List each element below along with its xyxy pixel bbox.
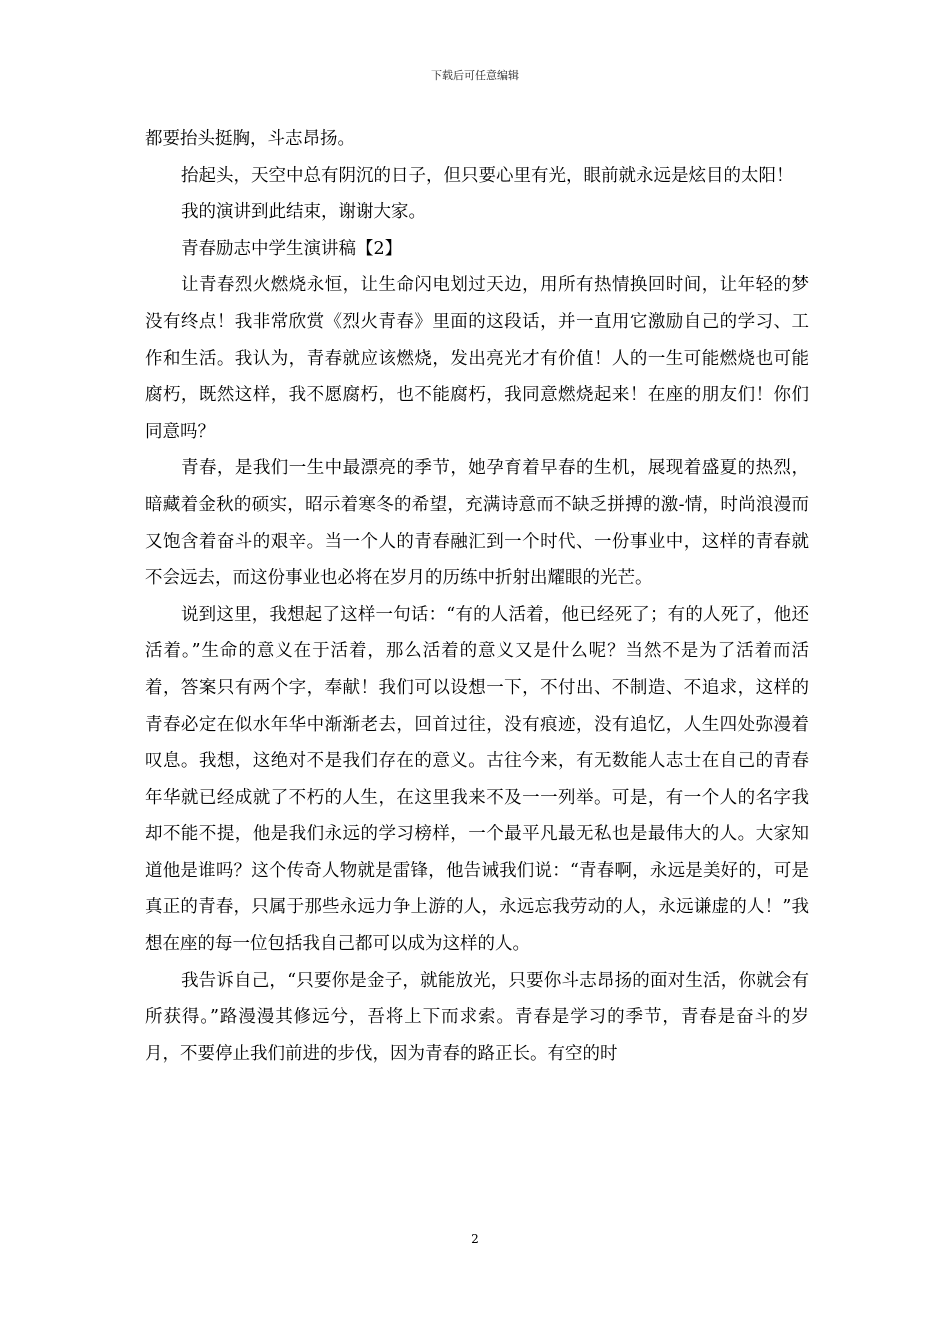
page-number: 2 (471, 1232, 479, 1246)
section-heading: 青春励志中学生演讲稿【2】 (181, 238, 403, 259)
document-body (145, 121, 809, 1072)
paragraph-6: 说到这里，我想起了这样一句话：“有的人活着，他已经死了；有的人死了，他还活着。”生命的意义在于活着，那么活着的意义又是什么呢？当然不是为了活着而活着，答案只有两个字，奉献！我们可以设想一下，不付出、不制造、不追求，这样的青春必定在似水年华中渐渐老去，回首过往，没有痕迹，没有追忆，人生四处弥漫着叹息。我想，这绝对不是我们存在的意义。古往今来，有无数能人志士在自己的青春年华就已经成就了不朽的人生，在这里我来不及一一列举。可是，有一个人的名字我却不能不提，他是我们永远的学习榜样，一个最平凡最无私也是最伟大的人。大家知道他是谁吗？这个传奇人物就是雷锋，他告诫我们说：“青春啊，永远是美好的，可是真正的青春，只属于那些永远力争上游的人，永远忘我劳动的人，永远谦虚的人！”我想在座的每一位包括我自己都可以成为这样的人。 (145, 604, 809, 955)
paragraph-7: 我告诉自己，“只要你是金子，就能放光，只要你斗志昂扬的面对生活，你就会有所获得。”路漫漫其修远兮，吾将上下而求索。青春是学习的季节，青春是奋斗的岁月，不要停止我们前进的步伐，因为青春的路正长。有空的时 (145, 970, 809, 1064)
page-header: 下载后可任意编辑 (431, 69, 519, 82)
paragraph-5: 青春，是我们一生中最漂亮的季节，她孕育着早春的生机，展现着盛夏的热烈，暗藏着金秋的硕实，昭示着寒冬的希望，充满诗意而不缺乏拼搏的激-情，时尚浪漫而又饱含着奋斗的艰辛。当一个人的青春融汇到一个时代、一份事业中，这样的青春就不会远去，而这份事业也必将在岁月的历练中折射出耀眼的光芒。 (145, 458, 809, 589)
paragraph-3: 我的演讲到此结束，谢谢大家。 (181, 202, 426, 223)
paragraph-1: 都要抬头挺胸，斗志昂扬。 (145, 129, 355, 149)
paragraph-2: 抬起头，天空中总有阴沉的日子，但只要心里有光，眼前就永远是炫目的太阳！ (181, 165, 794, 186)
paragraph-4: 让青春烈火燃烧永恒，让生命闪电划过天边，用所有热情换回时间，让年轻的梦没有终点！我非常欣赏《烈火青春》里面的这段话，并一直用它激励自己的学习、工作和生活。我认为，青春就应该燃烧，发出亮光才有价值！人的一生可能燃烧也可能腐朽，既然这样，我不愿腐朽，也不能腐朽，我同意燃烧起来！在座的朋友们！你们同意吗？ (145, 275, 809, 442)
